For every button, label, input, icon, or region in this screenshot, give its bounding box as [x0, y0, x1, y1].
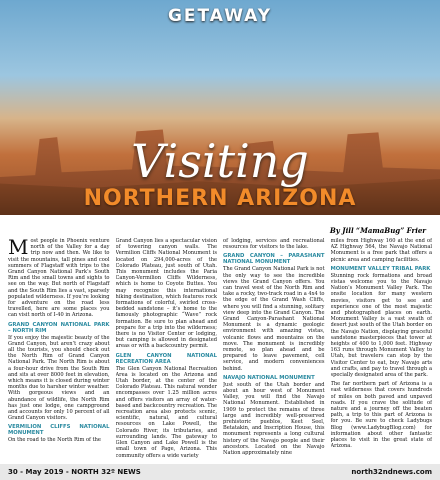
body-paragraph [223, 382, 325, 456]
paragraph-text: miles from Highway 160 at the end of AZ Highway 564, the Navajo National Monument is a free park that offers a picnic area and camping facilities. [330, 238, 432, 263]
website-link[interactable]: north32ndnews.com [351, 468, 432, 476]
headline-script: Visiting [131, 134, 309, 188]
folio: 30 - May 2019 - NORTH 32º NEWS [8, 468, 141, 476]
body-paragraph [223, 266, 325, 371]
section-heading: MONUMENT VALLEY TRIBAL PARK [330, 265, 431, 272]
section-heading: GLEN CANYON NATIONAL RECREATION AREA [115, 352, 217, 365]
paragraph-text: The Glen Canyon National Recreation Area is located on the Arizona and Utah border, at the center of the Colorado Plateau. This natural wonder encompasses over 1.25 million acres and offers visitors an array of water-based and backcountry recreation. The recreation area also protects scenic, scientific, natural, and cultural resources on Lake Powell, the Colorado River, its tributaries, and surrounding lands. The gateway to Glen Canyon and Lake Powell is the small town of Page, Arizona. This community offers a wide variety [115, 365, 217, 458]
section-heading: VERMILION CLIFFS NATIONAL MONUMENT [8, 424, 110, 437]
page-footer [0, 464, 440, 480]
header-banner-photo [0, 0, 440, 215]
body-paragraph [331, 273, 433, 378]
section-heading: GRAND CANYON – PARASHANT NATIONAL MONUMENT [223, 253, 325, 266]
paragraph-text: The far northern part of Arizona is a vast wilderness that covers hundreds of miles on both paved and unpaved roads. If you crave the solitude of nature and a journey off the beaten path, a trip to this part of Arizona is for you. Be sure to check Ladybugs Blog (www.LadybugBlog.com) for information about other fantastic places to visit in the great state of Arizona. [330, 381, 432, 450]
article-column [8, 238, 110, 458]
body-paragraph [8, 437, 110, 443]
paragraph-text: Just south of the Utah border and about an hour west of Monument Valley, you will find the Navajo National Monument. Established in 1909 to protect the remains of three large and incredibly well-preserved prehistoric pueblos, Keet Seel, Betatakin, and Inscription House, this monument represents a long cultural history of the Navajo people and their ancestors. Located on the Navajo Nation approximately nine [223, 381, 325, 457]
article-body [8, 238, 432, 458]
paragraph-text: Grand Canyon lies a spectacular vision of towering canyon walls. The Vermilion Cliffs National Monument is located on 294,000-acres of the Colorado Plateau, just south of Utah. This monument includes the Paria Canyon-Vermilion Cliffs Wilderness, which is home to Coyote Buttes. You may recognize this international hiking destination, which features rock formations of colorful, swirled cross-bedded sandstone – it’s home to the famously photographic “Wave” rock formation. Be sure to plan ahead and prepare for a trip into the wilderness; there is no Visitor Center or lodging, but camping is allowed in designated areas or with a backcountry permit. [115, 238, 217, 350]
body-paragraph [331, 381, 433, 449]
paragraph-text: The Grand Canyon National Park is not the only way to see the incredible views the Grand Canyon offers. You can travel west of the North Rim and take a rocky, two-track road in a 4x4 to the edge of the Grand Wash Cliffs, where you will find a stunning, solitary view deep into the Grand Canyon. The Grand Canyon-Parashant National Monument is a dynamic geologic environment with amazing vistas, volcanic flows and mountains on the move. The monument is incredibly remote, so plan ahead and be prepared to leave pavement, cell service, and modern conveniences behind. [223, 266, 325, 372]
section-heading: NAVAJO NATIONAL MONUMENT [223, 374, 315, 381]
body-paragraph [8, 335, 110, 422]
section-kicker: GETAWAY [167, 6, 273, 26]
paragraph-text: of lodging, services and recreational resources for visitors to the lake. [223, 238, 325, 251]
body-paragraph [116, 366, 218, 458]
paragraph-text: Stunning rock formations and broad vistas welcome you to the Navajo Nation’s Monument Valley Park. The onsite location for many western movies, visitors get to see and experience one of the most majestic and photographed places on earth. Monument Valley is a vast swath of desert just south of the Utah border on the Navajo Nation, displaying graceful sandstone masterpieces that tower at heights of 400 to 1,000 feet. Highway 163 runs through Monument Valley to Utah, but travelers can stop by the Visitor Center to eat, buy Navajo arts and crafts, and pay to travel through a specially designated area of the park. [330, 272, 432, 379]
lead-paragraph [8, 238, 110, 319]
article-column [331, 238, 433, 458]
paragraph-text: If you enjoy the majestic beauty of the Grand Canyon, but aren’t crazy about all the tourists, you should check out the North Rim of Grand Canyon National Park. The North Rim is about a four-hour drive from the South Rim and sits at over 8000 feet in elevation, which means it is closed during winter months due to harsher winter weather. With gorgeous views and an abundance of wildlife, the North Rim has just one lodge, one campground and accounts for only 10 percent of all Grand Canyon visitors. [8, 334, 110, 422]
body-paragraph [116, 238, 218, 350]
body-paragraph [331, 238, 433, 263]
drop-cap: M [8, 238, 29, 259]
article-column [116, 238, 218, 458]
byline: By Jill “MamaBug” Frier [329, 226, 426, 235]
article-column [223, 238, 325, 458]
headline-bold: NORTHERN ARIZONA [83, 186, 357, 211]
paragraph-text: ost people in Phoenix venture north of the Valley for a day trip now and then. We like to visit the mountains, tall pines and cool summers of Flagstaff with trips to the Grand Canyon National Park’s South Rim and the small towns and sights to see on the way. But north of Flagstaff and the South Rim lies a vast, sparsely populated wilderness. If you’re looking for adventure on the road less travelled, here are some places you can visit north of I-40 in Arizona. [8, 238, 110, 319]
paragraph-text: On the road to the North Rim of the [8, 437, 101, 444]
body-paragraph [223, 238, 325, 250]
section-heading: GRAND CANYON NATIONAL PARK – NORTH RIM [8, 321, 110, 334]
